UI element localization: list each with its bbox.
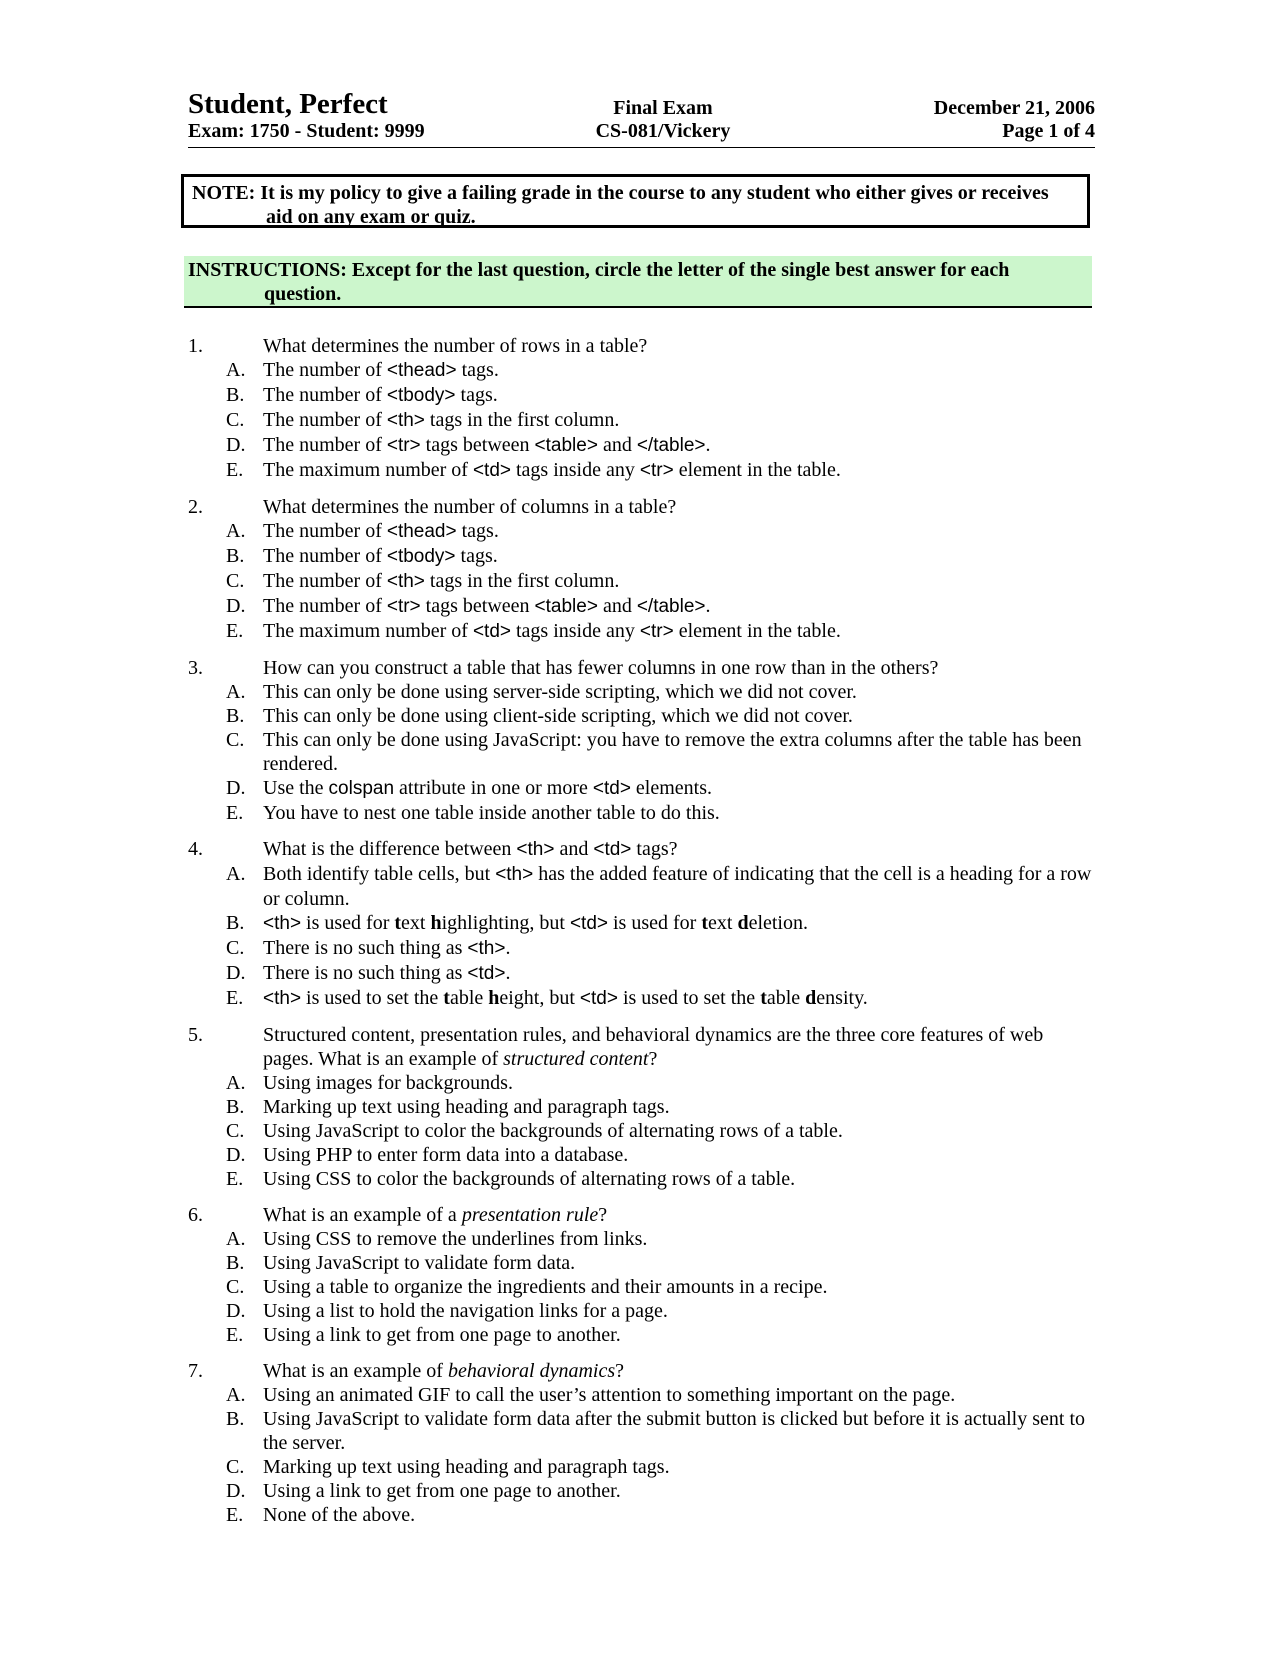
option-letter[interactable]: D. bbox=[226, 1144, 246, 1166]
text-segment: tags in the first column. bbox=[424, 570, 620, 592]
answer-option-b[interactable] bbox=[0, 383, 1280, 408]
text-segment: There is no such thing as bbox=[263, 937, 468, 959]
option-letter[interactable]: D. bbox=[226, 1480, 246, 1502]
text-segment: Using JavaScript to color the backgrounds of alternating rows of a table. bbox=[263, 1120, 843, 1142]
code-tag: <tr> bbox=[386, 596, 421, 617]
text-segment: . bbox=[705, 595, 711, 617]
text-segment: tags between bbox=[420, 434, 535, 456]
code-tag: <tr> bbox=[639, 621, 674, 642]
course-code: CS-081/Vickery bbox=[595, 120, 731, 142]
question-list bbox=[0, 334, 1280, 1539]
question-stem bbox=[0, 1203, 1280, 1227]
text-segment: and bbox=[554, 838, 594, 860]
answer-option-a[interactable] bbox=[0, 1227, 1280, 1251]
text-segment: tags? bbox=[631, 838, 678, 860]
text-segment: d bbox=[805, 987, 817, 1009]
question-text bbox=[263, 1023, 1095, 1071]
option-text bbox=[263, 704, 1095, 728]
answer-option-a[interactable] bbox=[0, 1071, 1280, 1095]
code-tag: <th> bbox=[516, 839, 555, 860]
option-text bbox=[263, 961, 1095, 986]
option-text bbox=[263, 986, 1095, 1011]
option-text bbox=[263, 1095, 1095, 1119]
option-text bbox=[263, 619, 1095, 644]
code-tag: <table> bbox=[534, 596, 598, 617]
page-number: Page 1 of 4 bbox=[1002, 120, 1095, 142]
text-segment: This can only be done using server-side scripting, which we did not cover. bbox=[263, 681, 857, 703]
question-number: 1. bbox=[188, 335, 203, 357]
answer-option-b[interactable] bbox=[0, 1095, 1280, 1119]
option-text bbox=[263, 1383, 1095, 1407]
answer-option-d[interactable] bbox=[0, 1299, 1280, 1323]
option-text bbox=[263, 383, 1095, 408]
code-tag: <tbody> bbox=[386, 546, 456, 567]
text-segment: The maximum number of bbox=[263, 620, 473, 642]
text-segment: Structured content, presentation rules, and behavioral dynamics are the three core features of web pages. What is an example of bbox=[263, 1024, 1044, 1070]
answer-option-d[interactable] bbox=[0, 1143, 1280, 1167]
option-letter[interactable]: E. bbox=[226, 1168, 244, 1190]
answer-option-c[interactable] bbox=[0, 408, 1280, 433]
text-segment: ighlighting, but bbox=[441, 912, 570, 934]
text-segment: and bbox=[597, 434, 637, 456]
option-letter[interactable]: E. bbox=[226, 1504, 244, 1526]
answer-option-c[interactable] bbox=[0, 936, 1280, 961]
code-tag: <tr> bbox=[386, 435, 421, 456]
text-segment: Using CSS to color the backgrounds of alternating rows of a table. bbox=[263, 1168, 796, 1190]
answer-option-b[interactable] bbox=[0, 704, 1280, 728]
text-segment: element in the table. bbox=[673, 620, 841, 642]
answer-option-a[interactable] bbox=[0, 862, 1280, 911]
text-segment: The number of bbox=[263, 545, 387, 567]
text-segment: You have to nest one table inside another table to do this. bbox=[263, 802, 720, 824]
text-segment: Using PHP to enter form data into a database. bbox=[263, 1144, 629, 1166]
answer-option-b[interactable] bbox=[0, 911, 1280, 936]
answer-option-a[interactable] bbox=[0, 1383, 1280, 1407]
note-line-1: NOTE: It is my policy to give a failing grade in the course to any student who either gives or receives bbox=[192, 182, 1049, 204]
option-text bbox=[263, 358, 1095, 383]
answer-option-b[interactable] bbox=[0, 1251, 1280, 1275]
text-segment: Marking up text using heading and paragraph tags. bbox=[263, 1096, 670, 1118]
text-segment: t bbox=[701, 912, 708, 934]
option-letter[interactable]: E. bbox=[226, 1324, 244, 1346]
answer-option-a[interactable] bbox=[0, 519, 1280, 544]
option-letter[interactable]: B. bbox=[226, 1252, 245, 1274]
answer-option-d[interactable] bbox=[0, 776, 1280, 801]
code-tag: <td> bbox=[579, 988, 618, 1009]
code-tag: <th> bbox=[386, 410, 425, 431]
option-letter[interactable]: D. bbox=[226, 595, 246, 617]
text-segment: t bbox=[760, 987, 767, 1009]
answer-option-e[interactable] bbox=[0, 801, 1280, 825]
text-segment: Using a table to organize the ingredients and their amounts in a recipe. bbox=[263, 1276, 828, 1298]
code-tag: <td> bbox=[592, 778, 631, 799]
code-tag: </table> bbox=[636, 435, 706, 456]
text-segment: presentation rule bbox=[461, 1204, 599, 1226]
option-letter[interactable]: C. bbox=[226, 570, 245, 592]
question-number: 2. bbox=[188, 496, 203, 518]
text-segment: This can only be done using client-side scripting, which we did not cover. bbox=[263, 705, 853, 727]
answer-option-d[interactable] bbox=[0, 594, 1280, 619]
text-segment: tags inside any bbox=[511, 620, 640, 642]
text-segment: tags. bbox=[456, 359, 499, 381]
text-segment: behavioral dynamics bbox=[447, 1360, 616, 1382]
text-segment: eletion. bbox=[748, 912, 808, 934]
question-7 bbox=[0, 1359, 1280, 1527]
answer-option-c[interactable] bbox=[0, 569, 1280, 594]
header-line-2 bbox=[188, 120, 1095, 146]
code-tag: <tbody> bbox=[386, 385, 456, 406]
text-segment: Use the bbox=[263, 777, 329, 799]
text-segment: is used to set the bbox=[617, 987, 761, 1009]
text-segment: . bbox=[705, 434, 711, 456]
answer-option-d[interactable] bbox=[0, 1479, 1280, 1503]
text-segment: The number of bbox=[263, 595, 387, 617]
option-text bbox=[263, 1323, 1095, 1347]
answer-option-c[interactable] bbox=[0, 728, 1280, 776]
text-segment: h bbox=[430, 912, 442, 934]
question-text: How can you construct a table that has fewer columns in one row than in the others? bbox=[263, 657, 939, 679]
code-tag: <th> bbox=[467, 938, 506, 959]
option-letter[interactable]: D. bbox=[226, 1300, 246, 1322]
exam-date: December 21, 2006 bbox=[933, 97, 1095, 119]
question-5 bbox=[0, 1023, 1280, 1191]
question-stem bbox=[0, 495, 1280, 519]
answer-option-e[interactable] bbox=[0, 619, 1280, 644]
text-segment: has the added feature of indicating that the cell is a heading for a row or column. bbox=[263, 863, 1092, 910]
note-box bbox=[181, 174, 1090, 228]
text-segment: ensity. bbox=[816, 987, 868, 1009]
text-segment: h bbox=[488, 987, 500, 1009]
option-letter[interactable]: B. bbox=[226, 545, 245, 567]
option-text bbox=[263, 680, 1095, 704]
instructions-box bbox=[184, 256, 1092, 308]
student-name: Student, Perfect bbox=[188, 88, 388, 120]
option-letter[interactable]: C. bbox=[226, 937, 245, 959]
text-segment: Using images for backgrounds. bbox=[263, 1072, 513, 1094]
text-segment: What is an example of bbox=[263, 1360, 448, 1382]
question-2 bbox=[0, 495, 1280, 644]
text-segment: . bbox=[505, 937, 511, 959]
text-segment: The number of bbox=[263, 520, 387, 542]
question-number: 3. bbox=[188, 657, 203, 679]
answer-option-e[interactable] bbox=[0, 1503, 1280, 1527]
option-letter[interactable]: A. bbox=[226, 520, 246, 542]
text-segment: ? bbox=[648, 1048, 658, 1070]
code-tag: </table> bbox=[636, 596, 706, 617]
question-1 bbox=[0, 334, 1280, 483]
question-text bbox=[263, 837, 1095, 862]
option-text bbox=[263, 569, 1095, 594]
option-text bbox=[263, 801, 1095, 825]
option-text bbox=[263, 1407, 1095, 1455]
option-text bbox=[263, 1119, 1095, 1143]
text-segment: tags inside any bbox=[511, 459, 640, 481]
text-segment: t bbox=[394, 912, 402, 934]
question-stem bbox=[0, 1359, 1280, 1383]
text-segment: is used to set the bbox=[301, 987, 444, 1009]
code-tag: <td> bbox=[472, 460, 511, 481]
question-6 bbox=[0, 1203, 1280, 1347]
text-segment: The number of bbox=[263, 570, 387, 592]
question-number: 7. bbox=[188, 1360, 203, 1382]
text-segment: is used for bbox=[608, 912, 702, 934]
code-tag: <th> bbox=[263, 913, 302, 934]
text-segment: Both identify table cells, but bbox=[263, 863, 496, 885]
option-text bbox=[263, 728, 1095, 776]
text-segment: The number of bbox=[263, 409, 387, 431]
question-3 bbox=[0, 656, 1280, 825]
text-segment: ? bbox=[598, 1204, 608, 1226]
text-segment: The number of bbox=[263, 434, 387, 456]
option-letter[interactable]: B. bbox=[226, 1096, 245, 1118]
answer-option-c[interactable] bbox=[0, 1275, 1280, 1299]
option-text bbox=[263, 544, 1095, 569]
option-letter[interactable]: E. bbox=[226, 620, 244, 642]
option-letter[interactable]: D. bbox=[226, 777, 246, 799]
code-tag: <th> bbox=[495, 864, 534, 885]
code-tag: <th> bbox=[263, 988, 302, 1009]
question-number: 4. bbox=[188, 838, 203, 860]
text-segment: . bbox=[505, 962, 511, 984]
question-stem bbox=[0, 1023, 1280, 1071]
text-segment: eight, but bbox=[499, 987, 580, 1009]
option-text bbox=[263, 1167, 1095, 1191]
header-divider bbox=[188, 147, 1095, 148]
option-letter[interactable]: A. bbox=[226, 681, 246, 703]
code-tag: <table> bbox=[534, 435, 598, 456]
question-stem bbox=[0, 334, 1280, 358]
answer-option-d[interactable] bbox=[0, 961, 1280, 986]
text-segment: There is no such thing as bbox=[263, 962, 468, 984]
option-text bbox=[263, 1455, 1095, 1479]
text-segment: The maximum number of bbox=[263, 459, 473, 481]
option-text bbox=[263, 594, 1095, 619]
option-text bbox=[263, 911, 1095, 936]
header-line-1 bbox=[188, 88, 1095, 122]
option-text bbox=[263, 1071, 1095, 1095]
option-text bbox=[263, 862, 1095, 911]
text-segment: None of the above. bbox=[263, 1504, 416, 1526]
note-line-2: aid on any exam or quiz. bbox=[266, 206, 476, 228]
code-tag: <td> bbox=[472, 621, 511, 642]
text-segment: What is the difference between bbox=[263, 838, 517, 860]
answer-option-a[interactable] bbox=[0, 358, 1280, 383]
option-letter[interactable]: E. bbox=[226, 987, 244, 1009]
text-segment: is used for bbox=[301, 912, 395, 934]
text-segment: t bbox=[443, 987, 450, 1009]
question-text bbox=[263, 1359, 1095, 1383]
code-tag: <tr> bbox=[639, 460, 674, 481]
option-text bbox=[263, 1503, 1095, 1527]
option-letter[interactable]: D. bbox=[226, 962, 246, 984]
option-letter[interactable]: A. bbox=[226, 863, 246, 885]
code-tag: <thead> bbox=[386, 360, 457, 381]
question-number: 5. bbox=[188, 1024, 203, 1046]
instructions-line-2: question. bbox=[264, 283, 342, 305]
option-letter[interactable]: B. bbox=[226, 912, 245, 934]
option-letter[interactable]: B. bbox=[226, 705, 245, 727]
text-segment: The number of bbox=[263, 359, 387, 381]
option-letter[interactable]: A. bbox=[226, 359, 246, 381]
answer-option-e[interactable] bbox=[0, 1323, 1280, 1347]
answer-option-c[interactable] bbox=[0, 1455, 1280, 1479]
text-segment: able bbox=[449, 987, 489, 1009]
question-text: What determines the number of columns in a table? bbox=[263, 496, 677, 518]
text-segment: Using JavaScript to validate form data after the submit button is clicked but before it is actually sent to the server. bbox=[263, 1408, 1086, 1454]
text-segment: Using a list to hold the navigation links for a page. bbox=[263, 1300, 668, 1322]
text-segment: tags. bbox=[455, 545, 498, 567]
question-stem bbox=[0, 656, 1280, 680]
option-text bbox=[263, 433, 1095, 458]
option-letter[interactable]: E. bbox=[226, 802, 244, 824]
option-letter[interactable]: C. bbox=[226, 1276, 245, 1298]
answer-option-e[interactable] bbox=[0, 986, 1280, 1011]
text-segment: Using an animated GIF to call the user’s attention to something important on the page. bbox=[263, 1384, 956, 1406]
text-segment: Using JavaScript to validate form data. bbox=[263, 1252, 576, 1274]
option-letter[interactable]: A. bbox=[226, 1228, 246, 1250]
code-tag: <th> bbox=[386, 571, 425, 592]
code-tag: <td> bbox=[467, 963, 506, 984]
option-text bbox=[263, 776, 1095, 801]
text-segment: tags. bbox=[455, 384, 498, 406]
question-stem bbox=[0, 837, 1280, 862]
option-text bbox=[263, 936, 1095, 961]
answer-option-e[interactable] bbox=[0, 458, 1280, 483]
option-letter[interactable]: C. bbox=[226, 729, 245, 751]
code-tag: <td> bbox=[569, 913, 608, 934]
text-segment: What is an example of a bbox=[263, 1204, 462, 1226]
text-segment: elements. bbox=[630, 777, 713, 799]
option-text bbox=[263, 1143, 1095, 1167]
text-segment: able bbox=[766, 987, 806, 1009]
instructions-line-1: INSTRUCTIONS: Except for the last question, circle the letter of the single best answer for each bbox=[188, 259, 1010, 281]
code-tag: <td> bbox=[593, 839, 632, 860]
option-letter[interactable]: A. bbox=[226, 1072, 246, 1094]
text-segment: ? bbox=[615, 1360, 625, 1382]
option-letter[interactable]: C. bbox=[226, 1120, 245, 1142]
option-text bbox=[263, 1299, 1095, 1323]
option-text bbox=[263, 408, 1095, 433]
text-segment: element in the table. bbox=[673, 459, 841, 481]
text-segment: Marking up text using heading and paragraph tags. bbox=[263, 1456, 670, 1478]
option-letter[interactable]: D. bbox=[226, 434, 246, 456]
answer-option-b[interactable] bbox=[0, 544, 1280, 569]
text-segment: tags. bbox=[456, 520, 499, 542]
text-segment: structured content bbox=[503, 1048, 649, 1070]
option-text bbox=[263, 1227, 1095, 1251]
option-text bbox=[263, 458, 1095, 483]
option-letter[interactable]: B. bbox=[226, 384, 245, 406]
code-tag: colspan bbox=[328, 778, 395, 799]
code-tag: <thead> bbox=[386, 521, 457, 542]
text-segment: ext bbox=[401, 912, 431, 934]
option-text bbox=[263, 1251, 1095, 1275]
answer-option-d[interactable] bbox=[0, 433, 1280, 458]
text-segment: Using CSS to remove the underlines from links. bbox=[263, 1228, 648, 1250]
text-segment: d bbox=[737, 912, 749, 934]
text-segment: tags in the first column. bbox=[424, 409, 620, 431]
exam-student-id: Exam: 1750 - Student: 9999 bbox=[188, 120, 425, 142]
option-text bbox=[263, 1479, 1095, 1503]
text-segment: ext bbox=[708, 912, 738, 934]
question-text bbox=[263, 1203, 1095, 1227]
question-text: What determines the number of rows in a table? bbox=[263, 335, 648, 357]
option-letter[interactable]: C. bbox=[226, 409, 245, 431]
question-number: 6. bbox=[188, 1204, 203, 1226]
text-segment: This can only be done using JavaScript: you have to remove the extra columns after the table has been rendered. bbox=[263, 729, 1082, 775]
text-segment: tags between bbox=[420, 595, 535, 617]
option-letter[interactable]: A. bbox=[226, 1384, 246, 1406]
option-letter[interactable]: B. bbox=[226, 1408, 245, 1430]
text-segment: Using a link to get from one page to another. bbox=[263, 1324, 621, 1346]
text-segment: and bbox=[597, 595, 637, 617]
question-4 bbox=[0, 837, 1280, 1011]
option-letter[interactable]: E. bbox=[226, 459, 244, 481]
exam-title: Final Exam bbox=[613, 97, 713, 119]
answer-option-b[interactable] bbox=[0, 1407, 1280, 1455]
option-letter[interactable]: C. bbox=[226, 1456, 245, 1478]
answer-option-c[interactable] bbox=[0, 1119, 1280, 1143]
text-segment: Using a link to get from one page to another. bbox=[263, 1480, 621, 1502]
answer-option-e[interactable] bbox=[0, 1167, 1280, 1191]
text-segment: attribute in one or more bbox=[394, 777, 593, 799]
text-segment: The number of bbox=[263, 384, 387, 406]
option-text bbox=[263, 519, 1095, 544]
answer-option-a[interactable] bbox=[0, 680, 1280, 704]
option-text bbox=[263, 1275, 1095, 1299]
